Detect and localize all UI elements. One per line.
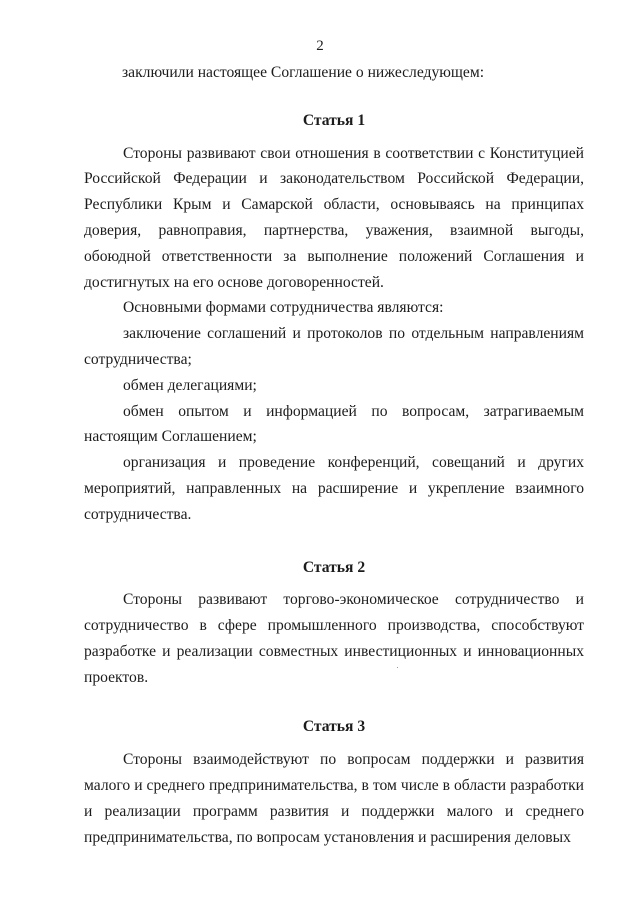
- document-body: [84, 60, 584, 851]
- intro-line: заключили настоящее Соглашение о нижеследующем:: [122, 64, 485, 81]
- article-1-paragraph: заключение соглашений и протоколов по отдельным направлениям сотрудничества;: [84, 325, 584, 368]
- article-1-title: Статья 1: [302, 111, 366, 129]
- article-3-title: Статья 3: [302, 717, 366, 735]
- article-3-paragraph: Стороны взаимодействуют по вопросам поддержки и развития малого и среднего предпринимательства, в том числе в области разработки и реализации программ развития и поддержки малого и среднего предпринимательства, по вопросам установления и расширения деловых: [84, 751, 584, 846]
- article-2-title: Статья 2: [302, 558, 366, 576]
- article-2-paragraph: Стороны развивают торгово-экономическое сотрудничество и сотрудничество в сфере промышленного производства, способствуют разработке и реализации совместных инвестиционных и инновационных проектов.: [84, 591, 584, 686]
- article-1-paragraph: обмен опытом и информацией по вопросам, затрагиваемым настоящим Соглашением;: [84, 402, 584, 446]
- page-number: 2: [316, 38, 324, 54]
- article-1-paragraph: Основными формами сотрудничества являются:: [123, 299, 444, 317]
- scan-speck: [397, 667, 398, 668]
- article-1-paragraph: обмен делегациями;: [123, 376, 257, 394]
- article-1-paragraph: Стороны развивают свои отношения в соответствии с Конституцией Российской Федерации и законодательством Российской Федерации, Республики Крым и Самарской области, основываясь на принципах доверия, равноправия, партнерства, уважения, взаимной выгоды, обоюдной ответственности за выполнение положений Соглашения и достигнутых на его основе договоренностей.: [84, 144, 584, 291]
- article-1-paragraph: организация и проведение конференций, совещаний и других мероприятий, направленных на расширение и укрепление взаимного сотрудничества.: [84, 454, 584, 523]
